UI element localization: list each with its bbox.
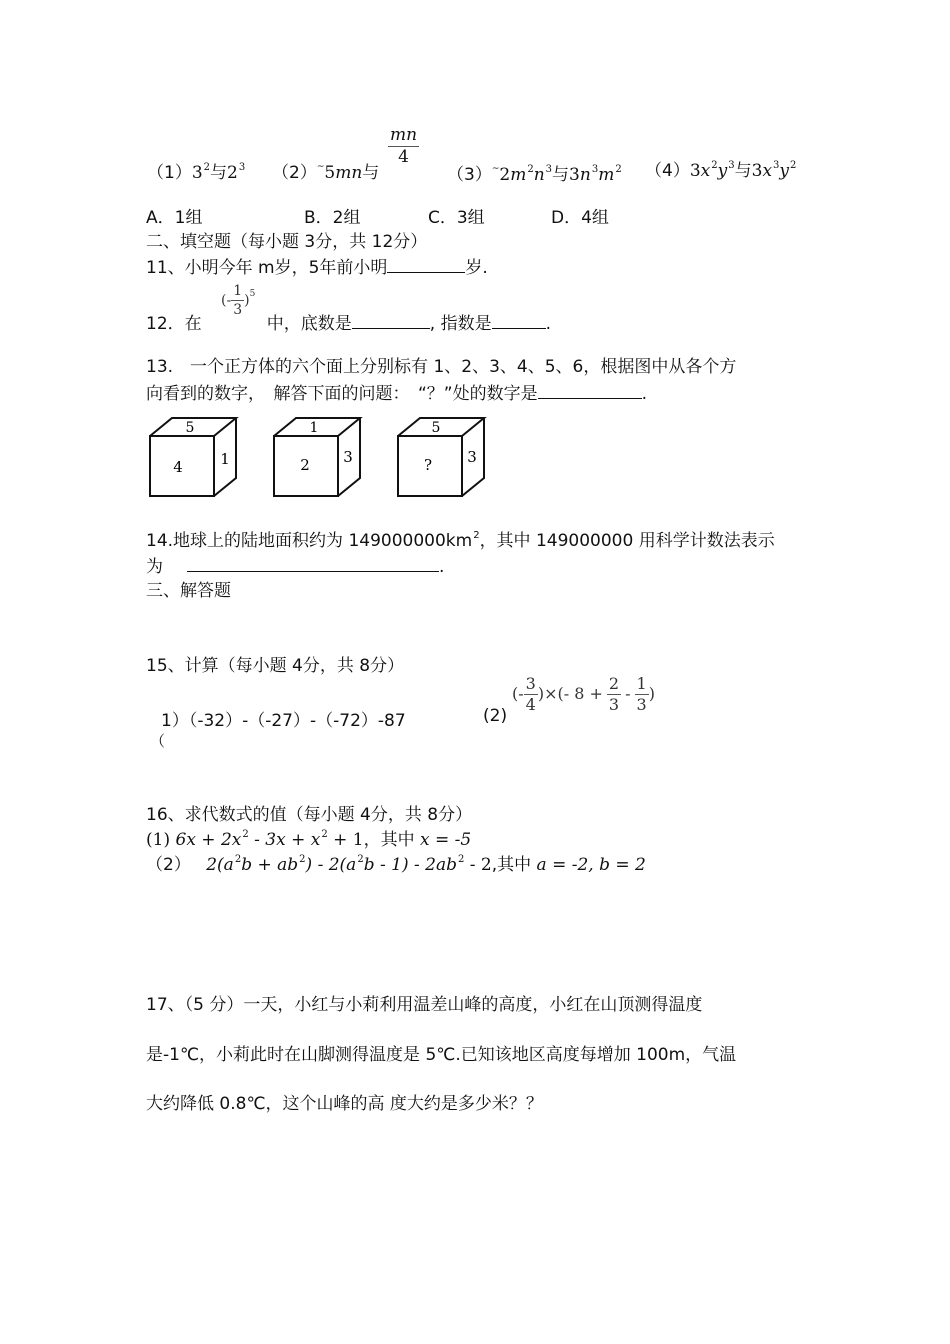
part-label: (1) (146, 830, 171, 850)
variable: x (700, 161, 711, 181)
cube-figures (140, 412, 490, 504)
section-2-heading: 二、填空题（每小题 3分，共 12分） (146, 232, 428, 252)
exponent: 2 (203, 162, 211, 173)
cube-2-side-label: 3 (343, 448, 353, 466)
item-label: （1） (147, 163, 192, 183)
coefficient: 3 (751, 161, 763, 181)
q14-line-1 (146, 526, 775, 551)
fraction-numerator: mn (390, 125, 418, 145)
expression-part: b - 1) - 2ab (363, 855, 457, 875)
q10-option-a: A．1组 (146, 208, 203, 228)
q14-end: . (439, 557, 445, 577)
minus-operator: - (625, 684, 631, 703)
q17-line-1: 17、（5 分）一天，小红与小莉利用温差山峰的高度，小红在山顶测得温度 (146, 995, 703, 1015)
exponent: 2 (321, 829, 328, 840)
variable: y (779, 161, 790, 181)
open-paren-minus: (- (221, 292, 232, 309)
fraction-numerator: 1 (233, 283, 243, 299)
exponent: 2 (457, 854, 465, 865)
connector-text: 与 (734, 161, 752, 181)
q10-option-d: D．4组 (551, 208, 609, 228)
q11-text-end: 岁. (465, 258, 488, 278)
base: 2 (227, 163, 238, 183)
cube-3-top-face (398, 418, 484, 436)
q12-text-base: 中，底数是 (266, 313, 352, 334)
fraction-numerator: 3 (525, 674, 536, 693)
q10-item-4 (645, 156, 796, 181)
q10-option-c: C．3组 (428, 208, 485, 228)
cube-1-side-label: 1 (220, 450, 230, 468)
one-third-fraction (231, 284, 244, 317)
exponent: 3 (591, 164, 599, 175)
q14-text: 14.地球上的陆地面积约为 149000000km (146, 531, 473, 551)
q12-text-exponent: , 指数是 (429, 313, 492, 334)
q11-answer-blank[interactable] (387, 256, 465, 273)
exponent: 2 (790, 160, 797, 171)
coefficient: 3 (689, 161, 701, 181)
exponent: 2 (299, 854, 306, 865)
variable: y (717, 161, 728, 181)
q13-end: . (641, 384, 648, 404)
connector-text: 与 (552, 165, 570, 185)
q17-line-2: 是-1℃，小莉此时在山脚测得温度是 5℃.已知该地区高度每增加 100m，气温 (146, 1045, 737, 1065)
cube-3-top-label: 5 (431, 420, 441, 436)
q15-heading: 15、计算（每小题 4分，共 8分） (146, 656, 405, 676)
q15-part-2-label: (2) (483, 706, 508, 726)
expression-part: + 1 (327, 830, 364, 850)
fraction-numerator: 2 (608, 674, 620, 693)
q15-paren-mark: （ (150, 732, 166, 750)
expression-part: b + ab (241, 855, 299, 875)
q16-part-2 (146, 850, 646, 875)
item-label: （4） (645, 161, 690, 181)
exponent: 5 (249, 288, 256, 299)
q16-heading: 16、求代数式的值（每小题 4分，共 8分） (146, 805, 473, 825)
exponent: 2 (357, 854, 364, 865)
coefficient: 5 (324, 163, 336, 183)
q12-power-expression (221, 284, 255, 317)
squared-exponent: 2 (473, 530, 480, 541)
connector-text: 与 (210, 163, 228, 183)
fraction-denominator: 4 (398, 147, 409, 167)
condition: a = -2, b = 2 (536, 855, 646, 875)
item-label: （3） (447, 165, 492, 185)
open-paren-minus: (- (512, 684, 524, 703)
fraction-denominator: 3 (636, 695, 647, 714)
tilde-mark: ~ (316, 162, 325, 172)
variable: x (762, 161, 773, 181)
connector-text: 与 (362, 163, 380, 183)
q13-text: 向看到的数字， 解答下面的问题： “？”处的数字是 (146, 384, 538, 404)
cube-3-front-label: ? (423, 456, 433, 474)
where-text: ,其中 (491, 855, 532, 875)
q14-text-cont: ，其中 149000000 用科学计数法表示 (479, 531, 775, 551)
exponent: 3 (728, 160, 735, 171)
fraction-numerator: 1 (636, 674, 647, 693)
q12-base-blank[interactable] (352, 312, 430, 329)
q17-line-3: 大约降低 0.8℃，这个山峰的高 度大约是多少米？？ (146, 1094, 543, 1114)
variable: n (533, 165, 545, 185)
q15-part-1: 1）（-32）-（-27）-（-72）-87 (161, 711, 406, 731)
q10-item-2 (272, 158, 379, 183)
q12-prefix: 12．在 (146, 313, 202, 334)
q12 (146, 283, 551, 334)
q12-exponent-blank[interactable] (492, 312, 546, 329)
cube-3-side-label: 3 (467, 448, 477, 466)
exponent: 2 (711, 160, 718, 171)
fraction-denominator: 3 (608, 695, 620, 714)
fraction-denominator: 4 (525, 695, 536, 714)
close-paren: ) (244, 292, 250, 309)
q14-text-wei: 为 (146, 557, 163, 577)
cube-1-front-label: 4 (173, 458, 183, 476)
q10-option-b: B．2组 (304, 208, 361, 228)
q11 (146, 253, 488, 278)
q11-text: 11、小明今年 m岁，5年前小明 (146, 258, 388, 278)
q13-line-2 (146, 379, 647, 404)
q13-line-1: 13. 一个正方体的六个面上分别标有 1、2、3、4、5、6，根据图中从各个方 (146, 357, 737, 377)
expression-part: 6x + 2x (175, 830, 242, 850)
fraction-denominator: 3 (233, 302, 243, 318)
one-third-fraction (635, 676, 649, 713)
q16-part-1 (146, 825, 471, 850)
q14-line-2 (146, 552, 444, 577)
q13-answer-blank[interactable] (538, 382, 642, 399)
part-label: （2） (146, 855, 191, 875)
exponent: 2 (234, 854, 242, 865)
variable: m (510, 165, 527, 185)
variable: m (598, 165, 615, 185)
variable: mn (335, 163, 363, 183)
times-operator: )×(- 8 + (537, 684, 603, 703)
q15-part-2-expression (512, 676, 655, 713)
where-text: ，其中 (363, 830, 415, 850)
tilde-mark: ~ (491, 164, 500, 174)
q10-item-1 (147, 158, 245, 183)
variable: n (579, 165, 591, 185)
q10-item-3 (447, 160, 622, 185)
coefficient: 2 (499, 165, 511, 185)
mn-over-4-fraction (388, 127, 419, 166)
expression-part: - 3x + x (248, 830, 321, 850)
section-3-heading: 三、解答题 (146, 581, 231, 601)
expression-part: ) - 2(a (305, 855, 357, 875)
base: 3 (191, 163, 203, 183)
exponent: 2 (527, 164, 534, 175)
exponent: 2 (242, 829, 249, 840)
q14-answer-blank[interactable] (187, 555, 439, 572)
item-label: （2） (272, 163, 317, 183)
cube-2-front-label: 2 (300, 456, 310, 474)
exponent: 3 (773, 160, 780, 171)
cube-1-top-label: 5 (185, 420, 195, 436)
condition: x = -5 (420, 830, 472, 850)
close-paren: ) (648, 684, 655, 703)
exponent: 2 (615, 164, 622, 175)
coefficient: 3 (569, 165, 580, 185)
q12-rest (267, 314, 551, 334)
expression-part: 2(a (206, 855, 234, 875)
expression-part: - 2 (464, 855, 492, 875)
q10-frac-top (388, 127, 419, 166)
exponent: 3 (238, 162, 246, 173)
cube-2-top-label: 1 (309, 420, 319, 436)
three-quarters-fraction (524, 676, 538, 713)
q12-end: . (545, 313, 551, 334)
exponent: 3 (545, 164, 553, 175)
two-thirds-fraction (607, 676, 621, 713)
